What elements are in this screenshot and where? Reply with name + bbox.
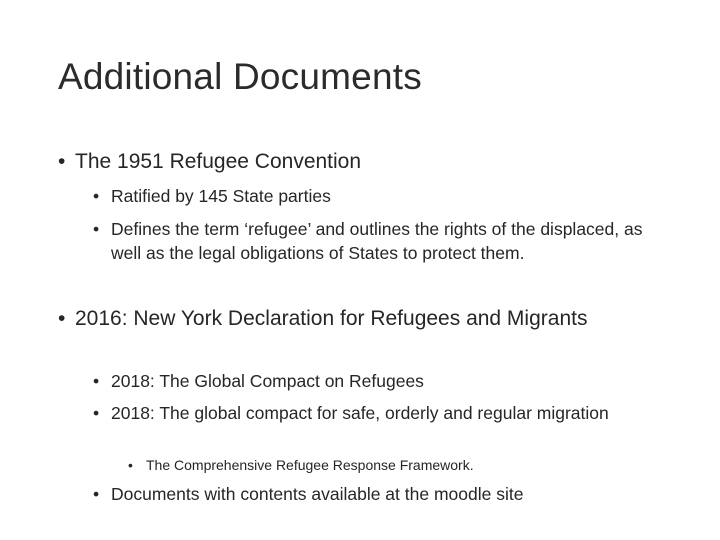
- sub-bullet-item-moodle: [93, 482, 693, 506]
- sub-bullet-item-defines: [93, 217, 668, 265]
- bullet-item-1951-convention: [58, 147, 698, 176]
- bullet-icon: •: [93, 219, 100, 239]
- sub-bullet-item-ratified: [93, 184, 693, 208]
- bullet-text: Documents with contents available at the moodle site: [111, 484, 524, 504]
- bullet-text: 2016: New York Declaration for Refugees and Migrants: [75, 307, 588, 330]
- bullet-icon: •: [58, 307, 66, 330]
- sub-bullet-item-compact-refugees: [93, 369, 693, 393]
- bullet-icon: •: [93, 403, 100, 423]
- slide-title: Additional Documents: [58, 56, 422, 97]
- bullet-text: 2018: The Global Compact on Refugees: [111, 371, 424, 391]
- bullet-text: Defines the term ‘refugee’ and outlines the rights of the displaced, as well as the legal obligations of States to protect them.: [111, 219, 643, 263]
- sub-bullet-item-compact-migration: [93, 401, 653, 425]
- bullet-icon: •: [93, 186, 100, 206]
- sub-sub-bullet-item-crrf: [128, 455, 688, 475]
- bullet-text: Ratified by 145 State parties: [111, 186, 331, 206]
- bullet-text: The Comprehensive Refugee Response Framework.: [146, 457, 474, 473]
- bullet-icon: •: [128, 457, 133, 473]
- bullet-text: The 1951 Refugee Convention: [75, 150, 362, 173]
- bullet-item-new-york-declaration: [58, 304, 618, 333]
- bullet-icon: •: [93, 371, 100, 391]
- bullet-icon: •: [93, 484, 100, 504]
- bullet-text: 2018: The global compact for safe, orderly and regular migration: [111, 403, 609, 423]
- bullet-icon: •: [58, 150, 66, 173]
